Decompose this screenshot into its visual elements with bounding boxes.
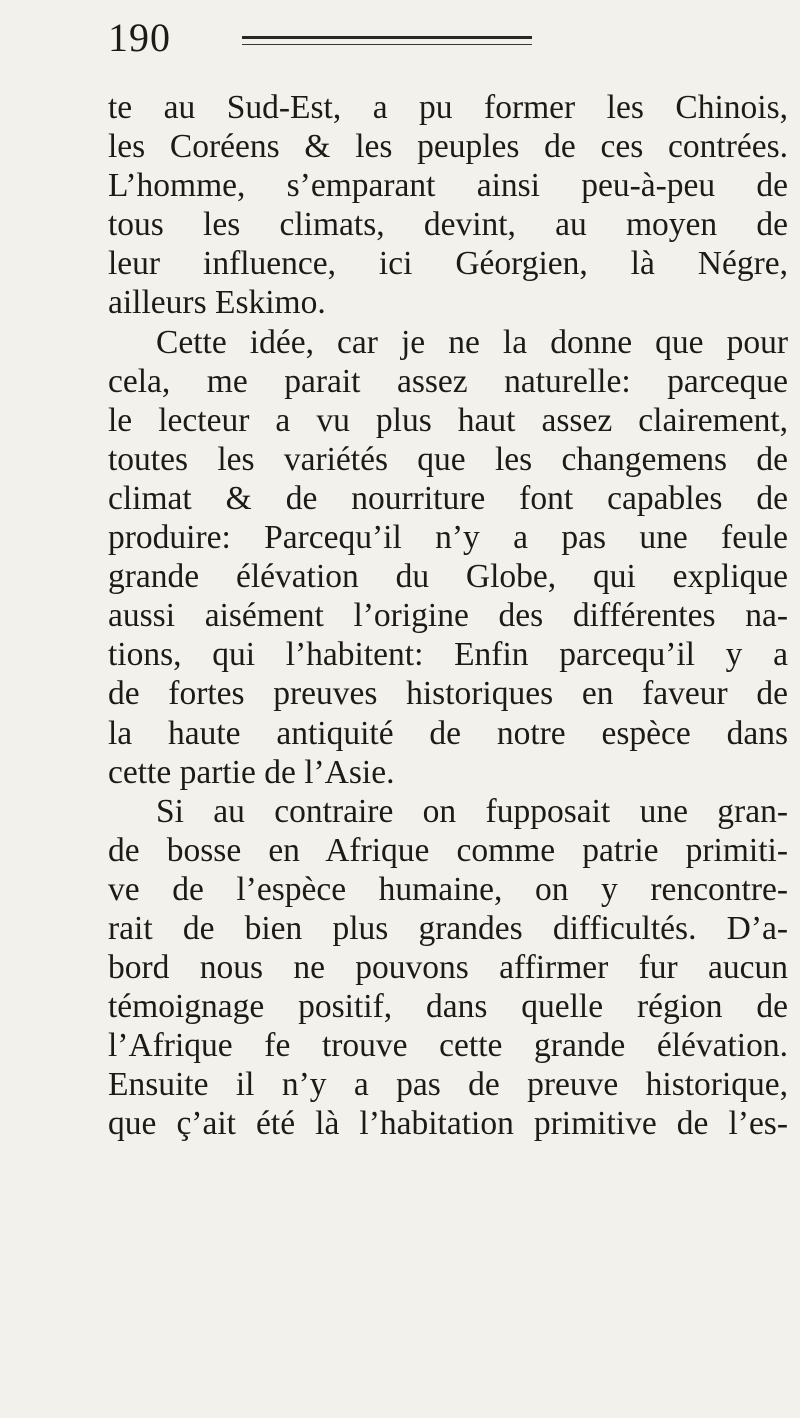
text-line: grande élévation du Globe, qui explique [108, 558, 788, 596]
text-line: leur influence, ici Géorgien, là Négre, [108, 245, 788, 283]
text-line: produire: Parcequ’il n’y a pas une feule [108, 519, 788, 557]
text-line: ailleurs Eskimo. [108, 284, 326, 322]
text-line: de fortes preuves historiques en faveur de [108, 675, 788, 713]
text-line: l’Afrique fe trouve cette grande élévation. [108, 1027, 788, 1065]
text-line: aussi aisément l’origine des différentes na- [108, 597, 788, 635]
text-line: Ensuite il n’y a pas de preuve historique, [108, 1066, 788, 1104]
text-line: ve de l’espèce humaine, on y rencontre- [108, 870, 788, 908]
text-line: bord nous ne pouvons affirmer fur aucun [108, 949, 788, 987]
text-line: le lecteur a vu plus haut assez clairement, [108, 401, 788, 439]
header-rule [242, 36, 532, 39]
paragraph-start-line: Cette idée, car je ne la donne que pour [156, 323, 788, 361]
body-text [108, 88, 788, 1144]
text-line: tions, qui l’habitent: Enfin parcequ’il y a [108, 636, 788, 674]
text-line: cela, me parait assez naturelle: parceque [108, 362, 788, 400]
page-number: 190 [108, 15, 171, 60]
text-line: la haute antiquité de notre espèce dans [108, 714, 788, 752]
paragraph-start-line: Si au contraire on fupposait une gran- [156, 792, 788, 830]
text-line: te au Sud-Est, a pu former les Chinois, [108, 89, 788, 126]
text-line: toutes les variétés que les changemens de [108, 440, 788, 478]
text-line: que ç’ait été là l’habitation primitive de l’es- [108, 1105, 788, 1143]
header-rule-thin [242, 44, 532, 45]
text-line: tous les climats, devint, au moyen de [108, 206, 788, 244]
text-line: cette partie de l’Asie. [108, 753, 395, 791]
text-line: témoignage positif, dans quelle région de [108, 988, 788, 1026]
text-line: climat & de nourriture font capables de [108, 479, 788, 517]
text-line: rait de bien plus grandes difficultés. D’a- [108, 909, 788, 947]
text-line: de bosse en Afrique comme patrie primiti- [108, 831, 788, 869]
text-line: les Coréens & les peuples de ces contrées. [108, 128, 788, 166]
text-line: L’homme, s’emparant ainsi peu-à-peu de [108, 167, 788, 205]
